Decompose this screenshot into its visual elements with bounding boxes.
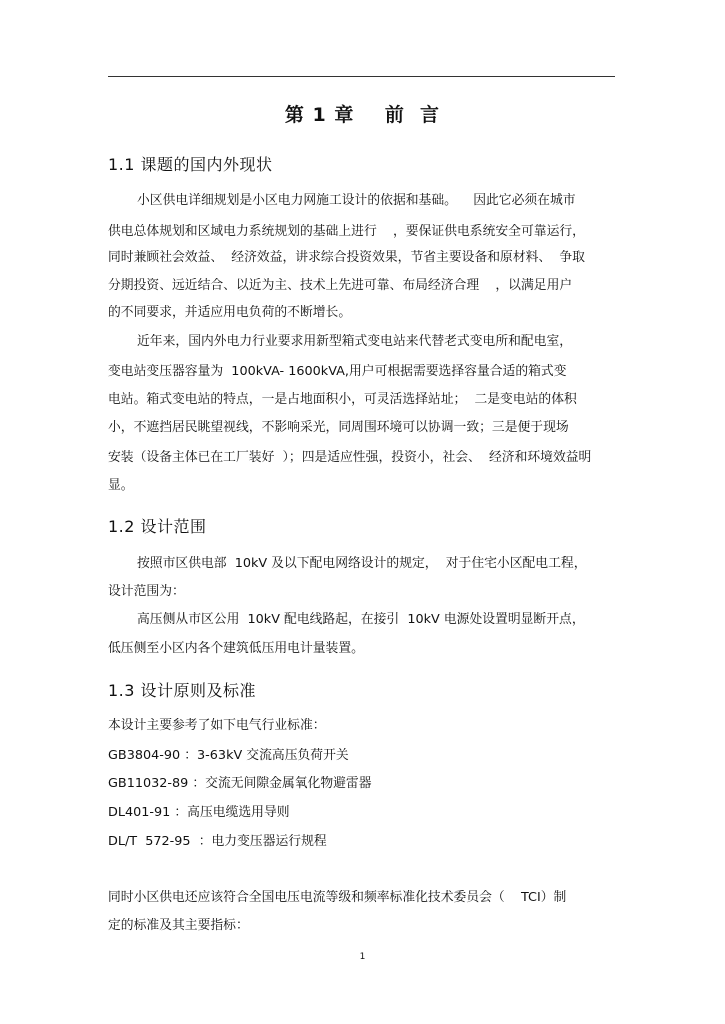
header-rule	[108, 76, 615, 77]
paragraph-line: 高压侧从市区公用 10kV 配电线路起，在接引 10kV 电源处设置明显断开点，	[137, 612, 585, 627]
paragraph-line: 供电总体规划和区域电力系统规划的基础上进行 ，要保证供电系统安全可靠运行，	[108, 224, 585, 239]
paragraph-line: 分期投资、远近结合、以近为主、技术上先进可靠、布局经济合理 ，以满足用户	[108, 278, 573, 293]
section-heading-1-2: 1.2 设计范围	[108, 517, 207, 536]
page-number: 1	[359, 952, 366, 962]
paragraph-line: 按照市区供电部 10kV 及以下配电网络设计的规定， 对于住宅小区配电工程，	[137, 556, 587, 571]
standards-intro: 本设计主要参考了如下电气行业标准：	[108, 718, 326, 733]
standard-item: DL/T 572-95 ：电力变压器运行规程	[108, 834, 327, 849]
paragraph-line: 设计范围为：	[108, 584, 185, 599]
section-heading-1-3: 1.3 设计原则及标准	[108, 681, 257, 700]
paragraph-line: 近年来，国内外电力行业要求用新型箱式变电站来代替老式变电所和配电室，	[137, 334, 573, 349]
standard-item: GB11032-89 ：交流无间隙金属氧化物避雷器	[108, 776, 372, 791]
standard-item: DL401-91 ：高压电缆选用导则	[108, 805, 290, 820]
section-heading-1-1: 1.1 课题的国内外现状	[108, 155, 273, 174]
paragraph-line: 的不同要求，并适应用电负荷的不断增长。	[108, 305, 352, 320]
paragraph-line: 小，不遮挡居民眺望视线，不影响采光，同周围环境可以协调一致；三是便于现场	[108, 420, 569, 435]
paragraph-line: 小区供电详细规划是小区电力网施工设计的依据和基础。 因此它必须在城市	[137, 193, 576, 208]
paragraph-line: 同时小区供电还应该符合全国电压电流等级和频率标准化技术委员会（ TCI）制	[108, 890, 567, 905]
paragraph-line: 定的标准及其主要指标：	[108, 918, 249, 933]
paragraph-line: 电站。箱式变电站的特点，一是占地面积小，可灵活选择站址； 二是变电站的体积	[108, 392, 577, 407]
standard-item: GB3804-90 ：3-63kV 交流高压负荷开关	[108, 748, 349, 763]
paragraph-line: 低压侧至小区内各个建筑低压用电计量装置。	[108, 641, 364, 656]
chapter-title: 第 1 章 前 言	[284, 104, 441, 126]
paragraph-line: 显。	[108, 478, 134, 493]
paragraph-line: 同时兼顾社会效益、 经济效益，讲求综合投资效果，节省主要设备和原材料、 争取	[108, 250, 585, 265]
paragraph-line: 变电站变压器容量为 100kVA- 1600kVA,用户可根据需要选择容量合适的箱式变	[108, 364, 567, 379]
paragraph-line: 安装（设备主体已在工厂装好 ）；四是适应性强，投资小，社会、 经济和环境效益明	[108, 450, 592, 465]
